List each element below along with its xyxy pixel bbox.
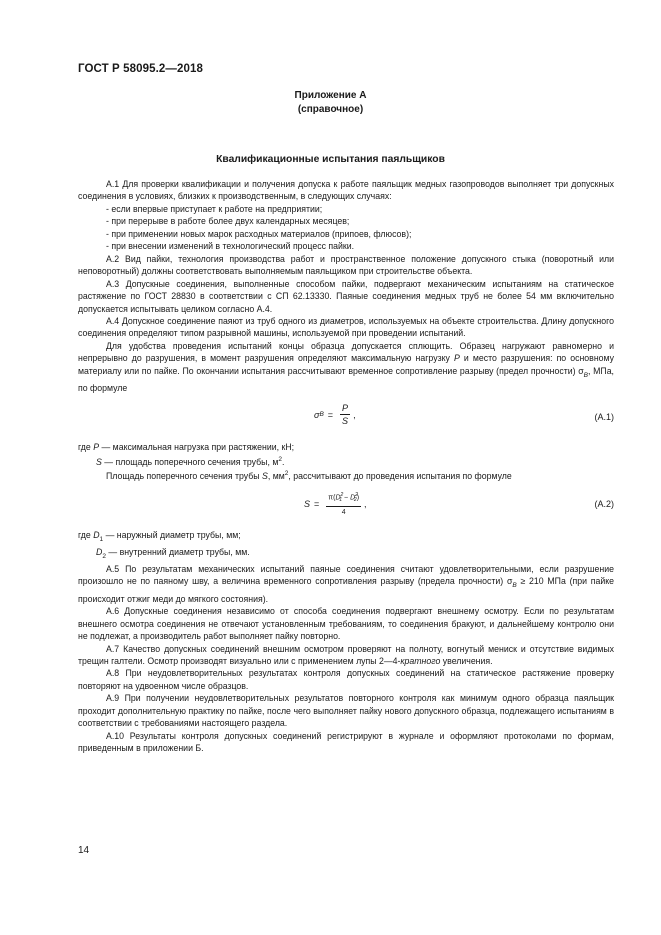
formula-a2: S = $\frac{\pi(D^2_1 - D^2_2)}{4}$ , (А.2) [78,489,614,521]
paragraph-a2: А.2 Вид пайки, технология производства работ и пространственное положение допускного стыка (поворотный или неповоротный) должны соответствовать выполняемым паяльщиком при строительстве объекта. [78,253,614,277]
paragraph-area: Площадь поперечного сечения трубы S, $мм^2$, рассчитывают до проведения испытания по формуле [106,470,512,482]
document-body [78,178,614,755]
paragraph-a10: А.10 Результаты контроля допускных соединений регистрируют в журнале и оформляют протоколами по формам, приведенным в приложении Б. [78,730,614,754]
paragraph-a1: А.1 Для проверки квалификации и получения допуска к работе паяльщик медных газопроводов выполняет три допускных соединения в условиях, близких к производственным, в следующих случаях: [78,179,614,202]
paragraph-a6: А.6 Допускные соединения независимо от способа соединения подвергают внешнему осмотру. Если по результатам внешнего осмотра соединения не отвечают установленным требованиям, то соединения бракуют, и дальнейшему контролю они не подлежат, а производитель работ выполняет пайку повторно. [78,606,614,642]
appendix-type: (справочное) [297,104,364,115]
formula-a1: σ B = $\frac{P}{S}$ , (А.1) [314,403,614,427]
list-item: - при применении новых марок расходных материалов (припоев, флюсов); [106,228,412,239]
formula-number: (А.1) [594,412,614,423]
paragraph-a7: А.7 Качество допускных соединений внешним осмотром проверяют на полноту, вогнутый мениск и отсутствие видимых трещин галтели. Осмотр производят визуально или с применением лупы 2—4-кратного увеличения. [78,643,614,666]
section-title: Квалификационные испытания паяльщиков [216,154,445,165]
page-number: 14 [78,845,90,856]
where-line: где $D_1$ — наружный диаметр трубы, мм; [78,529,241,543]
where-line: S — площадь поперечного сечения трубы, $м^2$. [96,455,285,467]
paragraph-a5: А.5 По результатам механических испытаний паяные соединения считают удовлетворительными, если разрушение произошло не по паяному шву, а величина временного сопротивления разрыву (предела прочности) $\sigma_B \ge 210$ МПа (при пайке происходит отжиг меди до мягкого состояния). [78,564,615,604]
appendix-label: Приложение А [294,90,367,101]
where-line: $D_2$ — внутренний диаметр трубы, мм. [96,546,250,560]
paragraph-a8: А.8 При неудовлетворительных результатах контроля допускных соединений на статическое растяжение проверку повторяют на удвоенном числе образцов. [78,668,614,691]
list-item: - при перерыве в работе более двух календарных месяцев; [106,216,350,227]
formula-number: (А.2) [594,498,614,509]
list-item: - при внесении изменений в технологический процесс пайки. [106,241,355,252]
paragraph-test-procedure: Для удобства проведения испытаний концы образца допускается сплющить. Образец нагружают равномерно и непрерывно до разрушения, в момент разрушения определяют максимальную нагрузку P и место разрушения: по основному материалу или по пайке. По окончании испытания рассчитывают временное сопротивление разрыву (предел прочности) $\sigma_B$, МПа, по формуле [78,340,615,393]
paragraph-a4: А.4 Допускное соединение паяют из труб одного из диаметров, используемых на объекте строительства. Длину допускного соединения определяют типом разрывной машины, используемой при проведении испытаний. [78,315,614,339]
document-header: ГОСТ Р 58095.2—2018 [78,63,203,75]
paragraph-a3: А.3 Допускные соединения, выполненные способом пайки, подвергают механическим испытаниям на статическое растяжение по ГОСТ 28830 в соответствии с СП 62.13330. Паяные соединения медных труб не более 54 мм включительно допускается испытывать целиком согласно А.4. [78,278,614,314]
list-item: - если впервые приступает к работе на предприятии; [106,203,323,214]
where-line: где P — максимальная нагрузка при растяжении, кН; [78,442,295,453]
paragraph-a9: А.9 При получении неудовлетворительных результатов повторного контроля как минимум одного образца паяльщик проходит дополнительную практику по пайке, после чего выполняет пайку нового допускного образца, подлежащего испытаниям в соответствии с требованиями настоящего раздела. [78,693,614,729]
